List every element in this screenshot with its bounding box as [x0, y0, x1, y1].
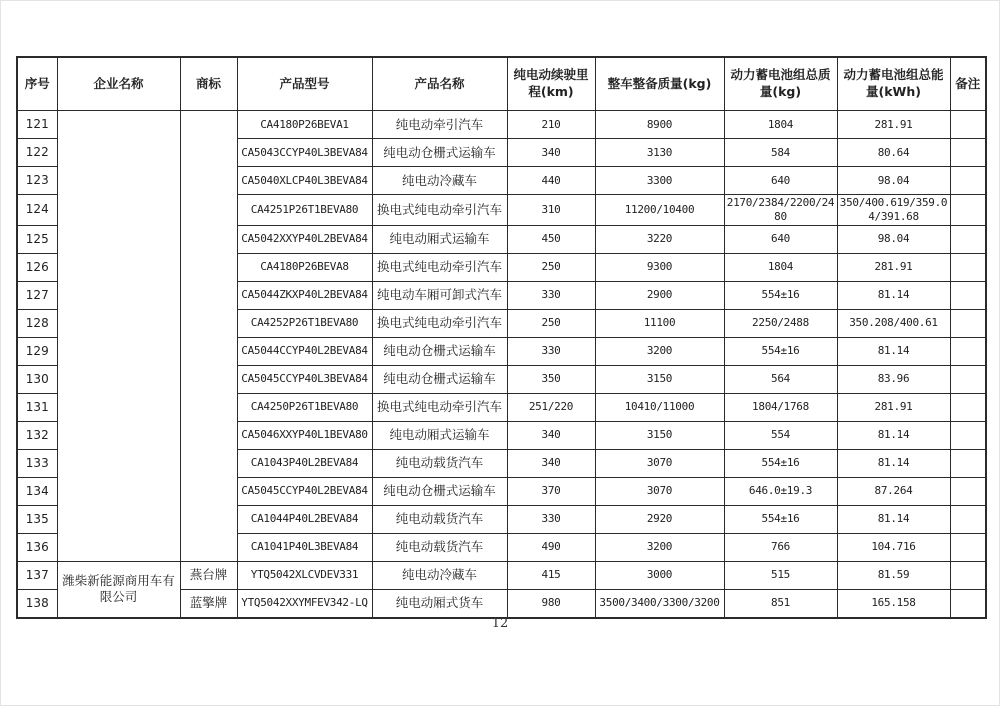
cell-model: CA1041P40L3BEVA84	[237, 533, 372, 561]
cell-curb-mass: 3200	[595, 337, 724, 365]
cell-battery-energy: 350.208/400.61	[837, 309, 950, 337]
cell-serial: 121	[17, 111, 57, 139]
cell-battery-mass: 1804	[724, 111, 837, 139]
cell-note	[950, 139, 986, 167]
cell-product-name: 换电式纯电动牵引汽车	[372, 309, 507, 337]
table-row	[17, 111, 986, 139]
cell-note	[950, 477, 986, 505]
cell-battery-energy: 81.14	[837, 449, 950, 477]
cell-model: CA5045CCYP40L2BEVA84	[237, 477, 372, 505]
cell-battery-mass: 554±16	[724, 281, 837, 309]
cell-note	[950, 561, 986, 589]
cell-model: CA4180P26BEVA1	[237, 111, 372, 139]
cell-battery-mass: 1804/1768	[724, 393, 837, 421]
cell-curb-mass: 10410/11000	[595, 393, 724, 421]
cell-note	[950, 449, 986, 477]
cell-battery-mass: 584	[724, 139, 837, 167]
cell-note	[950, 253, 986, 281]
cell-serial: 123	[17, 167, 57, 195]
cell-curb-mass: 11100	[595, 309, 724, 337]
cell-range: 330	[507, 505, 595, 533]
cell-model: CA5042XXYP40L2BEVA84	[237, 225, 372, 253]
col-header-company: 企业名称	[57, 57, 180, 111]
cell-battery-energy: 98.04	[837, 225, 950, 253]
cell-note	[950, 589, 986, 618]
col-header-product-name: 产品名称	[372, 57, 507, 111]
cell-product-name: 纯电动仓栅式运输车	[372, 477, 507, 505]
cell-range: 370	[507, 477, 595, 505]
cell-note	[950, 309, 986, 337]
cell-battery-energy: 98.04	[837, 167, 950, 195]
page-number: 12	[491, 616, 509, 631]
col-header-range: 纯电动续驶里程(km)	[507, 57, 595, 111]
cell-trademark: 蓝擎牌	[180, 589, 237, 618]
cell-range: 340	[507, 139, 595, 167]
cell-battery-mass: 554	[724, 421, 837, 449]
cell-serial: 136	[17, 533, 57, 561]
cell-battery-energy: 281.91	[837, 111, 950, 139]
cell-model: CA4250P26T1BEVA80	[237, 393, 372, 421]
cell-product-name: 纯电动载货汽车	[372, 505, 507, 533]
table-row	[17, 561, 986, 589]
cell-curb-mass: 3500/3400/3300/3200	[595, 589, 724, 618]
cell-product-name: 纯电动冷藏车	[372, 561, 507, 589]
cell-battery-energy: 80.64	[837, 139, 950, 167]
cell-battery-energy: 81.14	[837, 421, 950, 449]
cell-battery-energy: 165.158	[837, 589, 950, 618]
cell-curb-mass: 3150	[595, 421, 724, 449]
cell-battery-mass: 640	[724, 167, 837, 195]
cell-battery-energy: 281.91	[837, 393, 950, 421]
cell-battery-energy: 83.96	[837, 365, 950, 393]
cell-battery-energy: 104.716	[837, 533, 950, 561]
cell-note	[950, 505, 986, 533]
cell-serial: 134	[17, 477, 57, 505]
cell-product-name: 换电式纯电动牵引汽车	[372, 195, 507, 226]
cell-battery-mass: 564	[724, 365, 837, 393]
cell-note	[950, 533, 986, 561]
cell-range: 210	[507, 111, 595, 139]
cell-product-name: 纯电动厢式货车	[372, 589, 507, 618]
cell-range: 980	[507, 589, 595, 618]
cell-serial: 122	[17, 139, 57, 167]
cell-model: YTQ5042XXYMFEV342-LQ	[237, 589, 372, 618]
cell-model: CA4180P26BEVA8	[237, 253, 372, 281]
cell-model: CA5043CCYP40L3BEVA84	[237, 139, 372, 167]
col-header-curb-mass: 整车整备质量(kg)	[595, 57, 724, 111]
cell-model: CA1043P40L2BEVA84	[237, 449, 372, 477]
cell-company	[57, 111, 180, 562]
cell-battery-mass: 2250/2488	[724, 309, 837, 337]
cell-note	[950, 195, 986, 226]
cell-note	[950, 167, 986, 195]
cell-range: 310	[507, 195, 595, 226]
cell-serial: 128	[17, 309, 57, 337]
cell-range: 251/220	[507, 393, 595, 421]
cell-battery-mass: 766	[724, 533, 837, 561]
cell-product-name: 换电式纯电动牵引汽车	[372, 253, 507, 281]
cell-product-name: 换电式纯电动牵引汽车	[372, 393, 507, 421]
cell-note	[950, 281, 986, 309]
cell-curb-mass: 11200/10400	[595, 195, 724, 226]
cell-model: CA4251P26T1BEVA80	[237, 195, 372, 226]
cell-product-name: 纯电动仓栅式运输车	[372, 337, 507, 365]
cell-note	[950, 111, 986, 139]
cell-battery-energy: 81.59	[837, 561, 950, 589]
cell-range: 340	[507, 449, 595, 477]
cell-range: 330	[507, 281, 595, 309]
cell-battery-energy: 81.14	[837, 337, 950, 365]
cell-battery-energy: 281.91	[837, 253, 950, 281]
cell-curb-mass: 3000	[595, 561, 724, 589]
cell-range: 350	[507, 365, 595, 393]
cell-model: CA5046XXYP40L1BEVA80	[237, 421, 372, 449]
cell-curb-mass: 3070	[595, 477, 724, 505]
cell-trademark	[180, 111, 237, 562]
cell-product-name: 纯电动载货汽车	[372, 449, 507, 477]
cell-company: 潍柴新能源商用车有限公司	[57, 561, 180, 618]
cell-product-name: 纯电动仓栅式运输车	[372, 139, 507, 167]
cell-curb-mass: 3200	[595, 533, 724, 561]
cell-curb-mass: 9300	[595, 253, 724, 281]
cell-range: 340	[507, 421, 595, 449]
cell-model: CA5044CCYP40L2BEVA84	[237, 337, 372, 365]
col-header-trademark: 商标	[180, 57, 237, 111]
cell-serial: 127	[17, 281, 57, 309]
cell-product-name: 纯电动冷藏车	[372, 167, 507, 195]
cell-model: CA5045CCYP40L3BEVA84	[237, 365, 372, 393]
cell-curb-mass: 8900	[595, 111, 724, 139]
cell-serial: 137	[17, 561, 57, 589]
col-header-note: 备注	[950, 57, 986, 111]
cell-battery-mass: 640	[724, 225, 837, 253]
cell-serial: 129	[17, 337, 57, 365]
cell-serial: 124	[17, 195, 57, 226]
cell-serial: 133	[17, 449, 57, 477]
col-header-serial: 序号	[17, 57, 57, 111]
cell-range: 250	[507, 253, 595, 281]
cell-serial: 132	[17, 421, 57, 449]
cell-note	[950, 337, 986, 365]
col-header-battery-energy: 动力蓄电池组总能量(kWh)	[837, 57, 950, 111]
cell-model: CA5040XLCP40L3BEVA84	[237, 167, 372, 195]
cell-curb-mass: 3300	[595, 167, 724, 195]
cell-curb-mass: 2900	[595, 281, 724, 309]
cell-battery-mass: 554±16	[724, 449, 837, 477]
cell-model: CA5044ZKXP40L2BEVA84	[237, 281, 372, 309]
cell-product-name: 纯电动车厢可卸式汽车	[372, 281, 507, 309]
col-header-model: 产品型号	[237, 57, 372, 111]
cell-product-name: 纯电动厢式运输车	[372, 225, 507, 253]
cell-range: 415	[507, 561, 595, 589]
cell-note	[950, 365, 986, 393]
cell-battery-energy: 87.264	[837, 477, 950, 505]
cell-serial: 125	[17, 225, 57, 253]
cell-battery-mass: 646.0±19.3	[724, 477, 837, 505]
cell-battery-mass: 554±16	[724, 337, 837, 365]
cell-trademark: 燕台牌	[180, 561, 237, 589]
cell-curb-mass: 3220	[595, 225, 724, 253]
cell-serial: 126	[17, 253, 57, 281]
cell-battery-mass: 2170/2384/2200/2480	[724, 195, 837, 226]
cell-curb-mass: 3070	[595, 449, 724, 477]
cell-note	[950, 225, 986, 253]
header-row	[17, 57, 986, 111]
cell-serial: 138	[17, 589, 57, 618]
cell-serial: 131	[17, 393, 57, 421]
cell-range: 330	[507, 337, 595, 365]
cell-model: YTQ5042XLCVDEV331	[237, 561, 372, 589]
cell-product-name: 纯电动仓栅式运输车	[372, 365, 507, 393]
cell-battery-mass: 851	[724, 589, 837, 618]
cell-model: CA1044P40L2BEVA84	[237, 505, 372, 533]
cell-battery-energy: 81.14	[837, 281, 950, 309]
cell-range: 450	[507, 225, 595, 253]
cell-battery-mass: 554±16	[724, 505, 837, 533]
cell-serial: 130	[17, 365, 57, 393]
cell-range: 490	[507, 533, 595, 561]
cell-product-name: 纯电动载货汽车	[372, 533, 507, 561]
cell-range: 440	[507, 167, 595, 195]
cell-battery-energy: 350/400.619/359.04/391.68	[837, 195, 950, 226]
cell-note	[950, 421, 986, 449]
cell-product-name: 纯电动牵引汽车	[372, 111, 507, 139]
col-header-battery-mass: 动力蓄电池组总质量(kg)	[724, 57, 837, 111]
cell-curb-mass: 3150	[595, 365, 724, 393]
cell-curb-mass: 2920	[595, 505, 724, 533]
cell-range: 250	[507, 309, 595, 337]
cell-battery-mass: 1804	[724, 253, 837, 281]
cell-battery-energy: 81.14	[837, 505, 950, 533]
cell-battery-mass: 515	[724, 561, 837, 589]
cell-curb-mass: 3130	[595, 139, 724, 167]
vehicle-catalog-table	[16, 56, 987, 619]
cell-note	[950, 393, 986, 421]
cell-product-name: 纯电动厢式运输车	[372, 421, 507, 449]
cell-model: CA4252P26T1BEVA80	[237, 309, 372, 337]
cell-serial: 135	[17, 505, 57, 533]
